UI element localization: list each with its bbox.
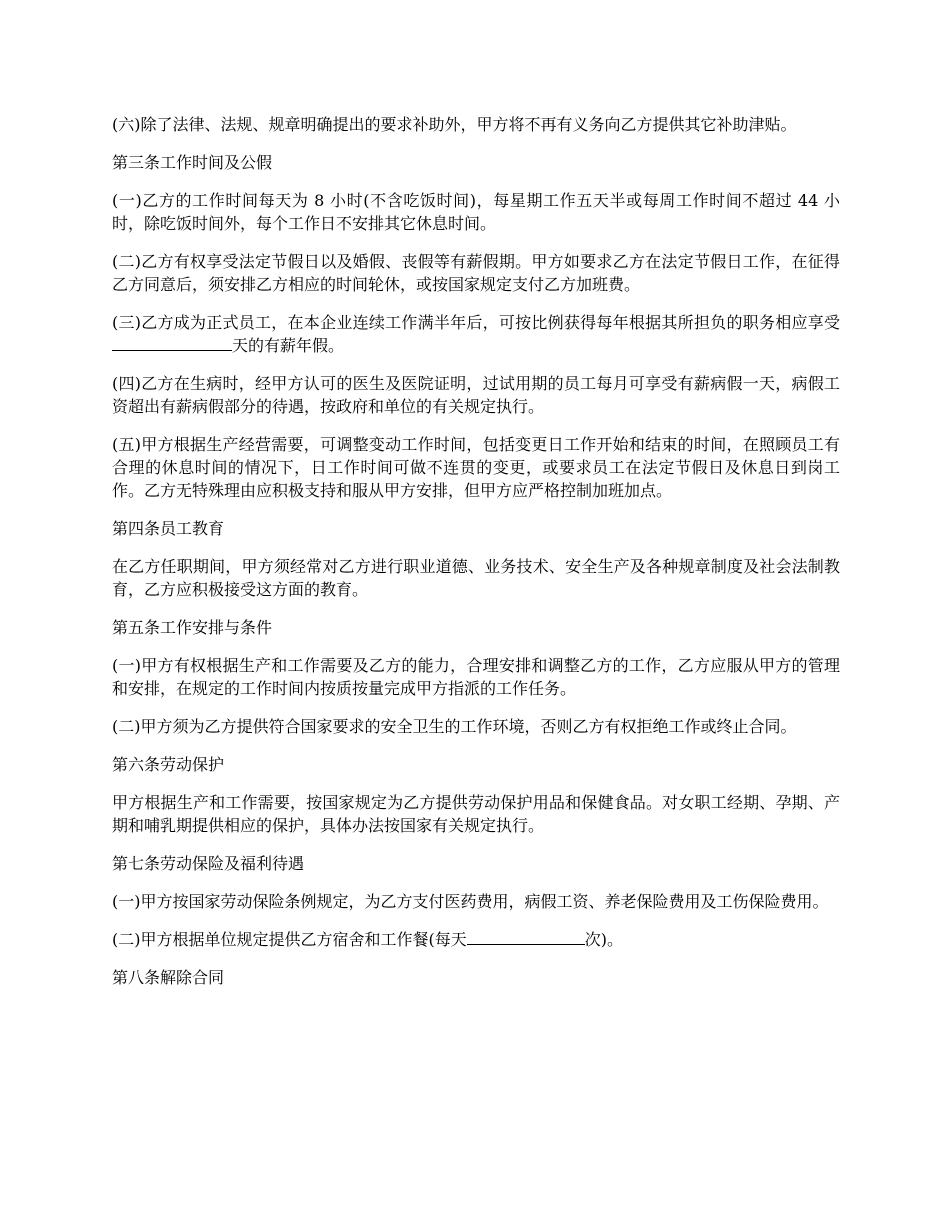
paragraph-work-arrangement: (一)甲方有权根据生产和工作需要及乙方的能力，合理安排和调整乙方的工作，乙方应服从甲方的管理和安排，在规定的工作时间内按质按量完成甲方指派的工作任务。	[112, 656, 840, 698]
document-page	[112, 113, 840, 1004]
paragraph-subsidy: (六)除了法律、法规、规章明确提出的要求补助外，甲方将不再有义务向乙方提供其它补助津贴。	[112, 115, 797, 134]
paragraph-labor-protection: 甲方根据生产和工作需要，按国家规定为乙方提供劳动保护用品和保健食品。对女职工经期、孕期、产期和哺乳期提供相应的保护，具体办法按国家有关规定执行。	[112, 793, 840, 835]
heading-article-6: 第六条劳动保护	[112, 755, 225, 774]
paragraph-education: 在乙方任职期间，甲方须经常对乙方进行职业道德、业务技术、安全生产及各种规章制度及社会法制教育，乙方应积极接受这方面的教育。	[112, 557, 840, 599]
annual-leave-text-2: 天的有薪年假。	[232, 336, 345, 355]
paragraph-annual-leave	[112, 311, 840, 357]
meals-per-day-blank[interactable]	[467, 928, 585, 945]
meals-text-2: 次)。	[584, 930, 623, 949]
paragraph-schedule-adjustment: (五)甲方根据生产经营需要，可调整变动工作时间，包括变更日工作开始和结束的时间，在照顾员工有合理的休息时间的情况下，日工作时间可做不连贯的变更，或要求员工在法定节假日及休息日到岗工作。乙方无特殊理由应积极支持和服从甲方安排，但甲方应严格控制加班加点。	[112, 435, 840, 500]
heading-article-8: 第八条解除合同	[112, 968, 225, 987]
paragraph-holidays: (二)乙方有权享受法定节假日以及婚假、丧假等有薪假期。甲方如要求乙方在法定节假日工作，在征得乙方同意后，须安排乙方相应的时间轮休，或按国家规定支付乙方加班费。	[112, 252, 840, 294]
meals-text-1: (二)甲方根据单位规定提供乙方宿舍和工作餐(每天	[112, 930, 467, 949]
paragraph-work-environment: (二)甲方须为乙方提供符合国家要求的安全卫生的工作环境，否则乙方有权拒绝工作或终止合同。	[112, 717, 797, 736]
annual-leave-days-blank[interactable]	[112, 334, 232, 351]
heading-article-3: 第三条工作时间及公假	[112, 153, 273, 172]
paragraph-sick-leave: (四)乙方在生病时，经甲方认可的医生及医院证明，过试用期的员工每月可享受有薪病假一天，病假工资超出有薪病假部分的待遇，按政府和单位的有关规定执行。	[112, 374, 840, 416]
annual-leave-text-1: (三)乙方成为正式员工，在本企业连续工作满半年后，可按比例获得每年根据其所担负的职务相应享受	[112, 313, 840, 332]
paragraph-working-hours: (一)乙方的工作时间每天为 8 小时(不含吃饭时间)，每星期工作五天半或每周工作时间不超过 44 小时，除吃饭时间外，每个工作日不安排其它休息时间。	[112, 191, 840, 233]
heading-article-4: 第四条员工教育	[112, 519, 225, 538]
heading-article-5: 第五条工作安排与条件	[112, 618, 273, 637]
paragraph-dormitory-meals	[112, 928, 840, 951]
heading-article-7: 第七条劳动保险及福利待遇	[112, 854, 305, 873]
paragraph-insurance: (一)甲方按国家劳动保险条例规定，为乙方支付医药费用，病假工资、养老保险费用及工伤保险费用。	[112, 892, 829, 911]
